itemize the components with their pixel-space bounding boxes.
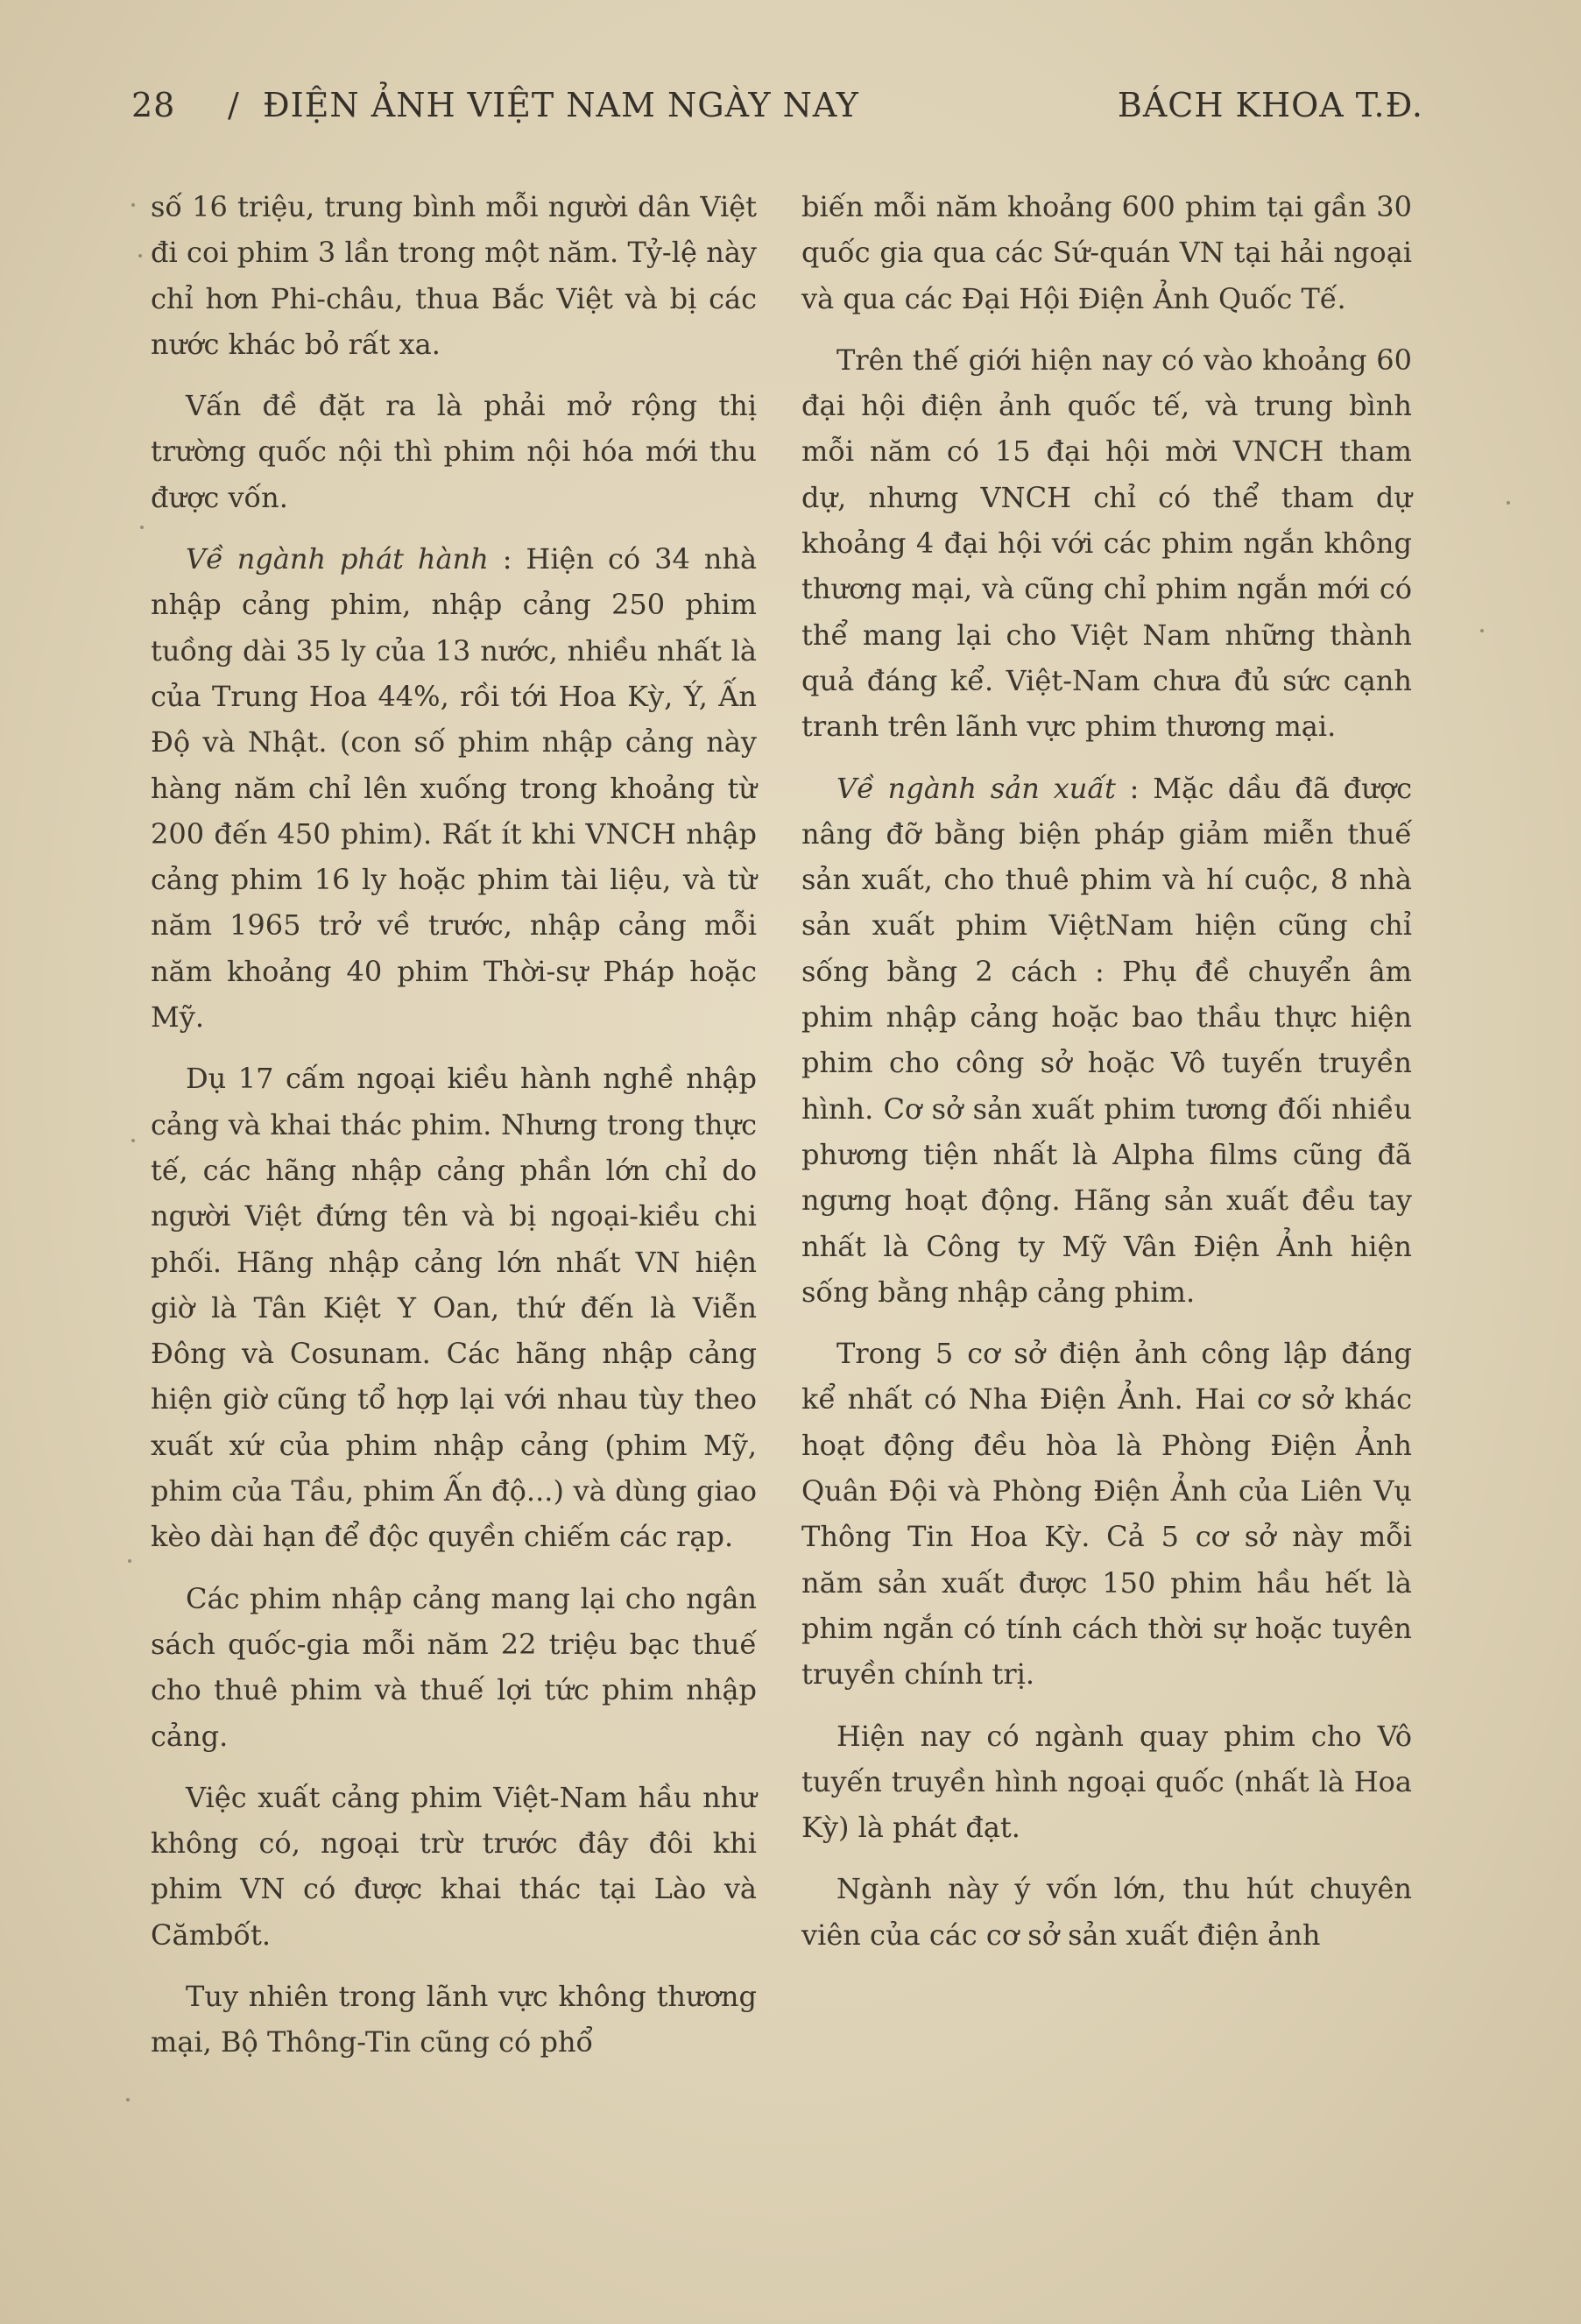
paragraph: số 16 triệu, trung bình mỗi người dân Việt đi coi phim 3 lần trong một năm. Tỷ-lệ này chỉ hơn Phi-châu, thua Bắc Việt và bị các nước khác bỏ rất xa.: [151, 190, 757, 361]
paragraph: Vấn đề đặt ra là phải mở rộng thị trường quốc nội thì phim nội hóa mới thu được vốn.: [151, 389, 757, 514]
paragraph: Ngành này ý vốn lớn, thu hút chuyên viên của các cơ sở sản xuất điện ảnh: [801, 1872, 1412, 1952]
print-speck: [131, 1139, 135, 1142]
print-speck: [140, 526, 144, 529]
page-header: [131, 86, 1423, 130]
page-number: 28: [131, 86, 176, 124]
print-speck: [138, 254, 142, 258]
running-title: ĐIỆN ẢNH VIỆT NAM NGÀY NAY: [263, 86, 859, 124]
print-speck: [1480, 629, 1484, 632]
section-label: Về ngành phát hành: [186, 542, 489, 576]
print-speck: [128, 1559, 131, 1563]
paragraph: biến mỗi năm khoảng 600 phim tại gần 30 quốc gia qua các Sứ-quán VN tại hải ngoại và qua các Đại Hội Điện Ảnh Quốc Tế.: [801, 190, 1412, 315]
print-speck: [1507, 501, 1510, 505]
paragraph-body: : Mặc dầu đã được nâng đỡ bằng biện pháp giảm miễn thuế sản xuất, cho thuê phim và hí cuộc, 8 nhà sản xuất phim ViệtNam hiện cũng chỉ sống bằng 2 cách : Phụ đề chuyển âm phim nhập cảng hoặc bao thầu thực hiện phim cho công sở hoặc Vô tuyến truyền hình. Cơ sở sản xuất phim tương đối nhiều phương tiện nhất là Alpha films cũng đã ngưng hoạt động. Hãng sản xuất đều tay nhất là Công ty Mỹ Vân Điện Ảnh hiện sống bằng nhập cảng phim.: [801, 771, 1413, 1309]
paragraph-lead: : Hiện có 34: [488, 542, 704, 576]
magazine-name: BÁCH KHOA T.Đ.: [1117, 86, 1423, 124]
paragraph: Hiện nay có ngành quay phim cho Vô tuyến truyền hình ngoại quốc (nhất là Hoa Kỳ) là phát đạt.: [801, 1719, 1412, 1845]
print-speck: [131, 203, 135, 207]
paragraph: [151, 536, 757, 1040]
print-speck: [126, 2098, 130, 2101]
left-column: [151, 184, 757, 2081]
section-label: Về ngành sản xuất: [836, 771, 1116, 805]
paragraph-body: nhà nhập cảng phim, nhập cảng 250 phim tuồng dài 35 ly của 13 nước, nhiều nhất là của Trung Hoa 44%, rồi tới Hoa Kỳ, Ý, Ấn Độ và Nhật. (con số phim nhập cảng này hàng năm chỉ lên xuống trong khoảng từ 200 đến 450 phim). Rất ít khi VNCH nhập cảng phim 16 ly hoặc phim tài liệu, và từ năm 1965 trở về trước, nhập cảng mỗi năm khoảng 40 phim Thời-sự Pháp hoặc Mỹ.: [151, 542, 758, 1035]
paragraph: Trên thế giới hiện nay có vào khoảng 60 đại hội điện ảnh quốc tế, và trung bình mỗi năm có 15 đại hội mời VNCH tham dự, nhưng VNCH chỉ có thể tham dự khoảng 4 đại hội với các phim ngắn không thương mại, và cũng chỉ phim ngắn mới có thể mang lại cho Việt Nam những thành quả đáng kể. Việt-Nam chưa đủ sức cạnh tranh trên lãnh vực phim thương mại.: [801, 343, 1412, 744]
paragraph: Trong 5 cơ sở điện ảnh công lập đáng kể nhất có Nha Điện Ảnh. Hai cơ sở khác hoạt động đều hòa là Phòng Điện Ảnh Quân Đội và Phòng Điện Ảnh của Liên Vụ Thông Tin Hoa Kỳ. Cả 5 cơ sở này mỗi năm sản xuất được 150 phim hầu hết là phim ngắn có tính cách thời sự hoặc tuyên truyền chính trị.: [801, 1337, 1412, 1692]
paragraph: [801, 766, 1412, 1316]
right-column: [801, 184, 1412, 1974]
header-separator: /: [228, 86, 240, 124]
paragraph: Tuy nhiên trong lãnh vực không thương mại, Bộ Thông-Tin cũng có phổ: [151, 1979, 757, 2059]
paragraph: Dụ 17 cấm ngoại kiều hành nghề nhập cảng và khai thác phim. Nhưng trong thực tế, các hãng nhập cảng phần lớn chỉ do người Việt đứng tên và bị ngoại-kiều chi phối. Hãng nhập cảng lớn nhất VN hiện giờ là Tân Kiệt Y Oan, thứ đến là Viễn Đông và Cosunam. Các hãng nhập cảng hiện giờ cũng tổ hợp lại với nhau tùy theo xuất xứ của phim nhập cảng (phim Mỹ, phim của Tầu, phim Ấn độ...) và dùng giao kèo dài hạn để độc quyền chiếm các rạp.: [151, 1062, 757, 1554]
paragraph: Việc xuất cảng phim Việt-Nam hầu như không có, ngoại trừ trước đây đôi khi phim VN có được khai thác tại Lào và Cămbốt.: [151, 1780, 757, 1952]
paragraph: Các phim nhập cảng mang lại cho ngân sách quốc-gia mỗi năm 22 triệu bạc thuế cho thuê phim và thuế lợi tức phim nhập cảng.: [151, 1581, 757, 1753]
